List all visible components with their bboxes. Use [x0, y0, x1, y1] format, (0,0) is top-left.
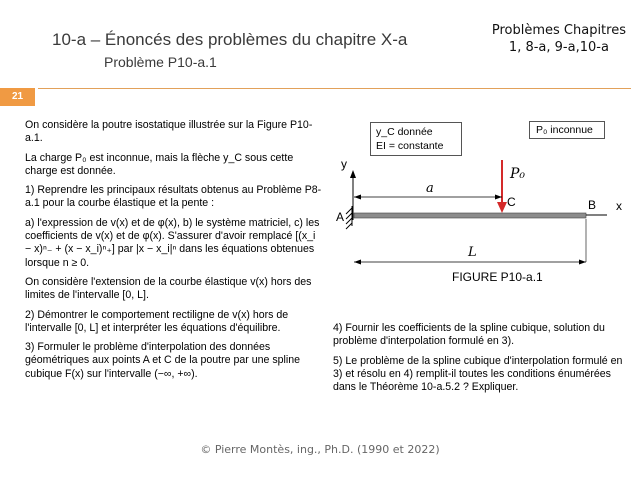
- x-axis-label: x: [616, 199, 622, 213]
- copyright-footer: © Pierre Montès, ing., Ph.D. (1990 et 2022): [200, 443, 440, 456]
- dim-l-label: L: [468, 245, 477, 260]
- paragraph-4: a) l'expression de v(x) et de φ(x), b) le système matriciel, c) les coefficients de v(x) et de φ(x). S'assurer d'avoir remplacé [(x_i − x)ⁿ₋ + (x − x_i)ⁿ₊] par |x − x_i|ⁿ dans les équations obtenues lorsque n ≥ 0.: [25, 216, 320, 269]
- paragraph-9: 5) Le problème de la spline cubique d'interpolation formulé en 3) et résolu en 4) remplit-il toutes les conditions énumérées dans le Théorème 10-a.5.2 ? Expliquer.: [333, 354, 623, 394]
- point-b-label: B: [588, 198, 597, 212]
- page-number-badge: 21: [0, 88, 35, 106]
- load-arrowhead: [497, 202, 507, 213]
- beam: [354, 213, 586, 218]
- point-a-label: A: [336, 210, 345, 224]
- paragraph-6: 2) Démontrer le comportement rectiligne de v(x) hors de l'intervalle [0, L] et interpréter les équations d'équilibre.: [25, 308, 289, 334]
- chapters-line-1: Problèmes Chapitres: [491, 23, 626, 38]
- chapters-line-2: 1, 8-a, 9-a,10-a: [508, 40, 609, 55]
- unknown-load-box: P₀ inconnue: [529, 121, 605, 139]
- y-axis-arrowhead: [350, 170, 356, 178]
- point-c-label: C: [507, 195, 516, 209]
- paragraph-1: On considère la poutre isostatique illustrée sur la Figure P10-a.1.: [25, 119, 313, 145]
- paragraph-7: 3) Formuler le problème d'interpolation des données géométriques aux points A et C de la poutre par une spline cubique F(x) sur l'intervalle (−∞, +∞).: [25, 341, 301, 380]
- page-title: 10-a – Énoncés des problèmes du chapitre X-a: [52, 30, 408, 49]
- paragraph-2: La charge P₀ est inconnue, mais la flèche y_C sous cette charge est donnée.: [25, 151, 294, 177]
- dim-a-label: a: [426, 181, 434, 196]
- paragraph-5: On considère l'extension de la courbe élastique v(x) hors des limites de l'intervalle [0, L].: [25, 275, 312, 302]
- paragraph-8: 4) Fournir les coefficients de la spline cubique, solution du problème d'interpolation formulé en 3).: [333, 322, 605, 348]
- fixed-support-hatching: [346, 206, 352, 229]
- y-axis-label: y: [341, 157, 347, 171]
- given-rigidity-label: EI = constante: [376, 140, 444, 152]
- paragraph-3: 1) Reprendre les principaux résultats obtenus au Problème P8-a.1 pour la courbe élastique et la pente :: [25, 184, 322, 210]
- given-deflection-label: y_C donnée: [376, 126, 433, 138]
- page-subtitle: Problème P10-a.1: [104, 54, 217, 70]
- figure-caption: FIGURE P10-a.1: [452, 270, 543, 284]
- right-text-column: [333, 322, 623, 400]
- load-label: P₀: [510, 166, 526, 182]
